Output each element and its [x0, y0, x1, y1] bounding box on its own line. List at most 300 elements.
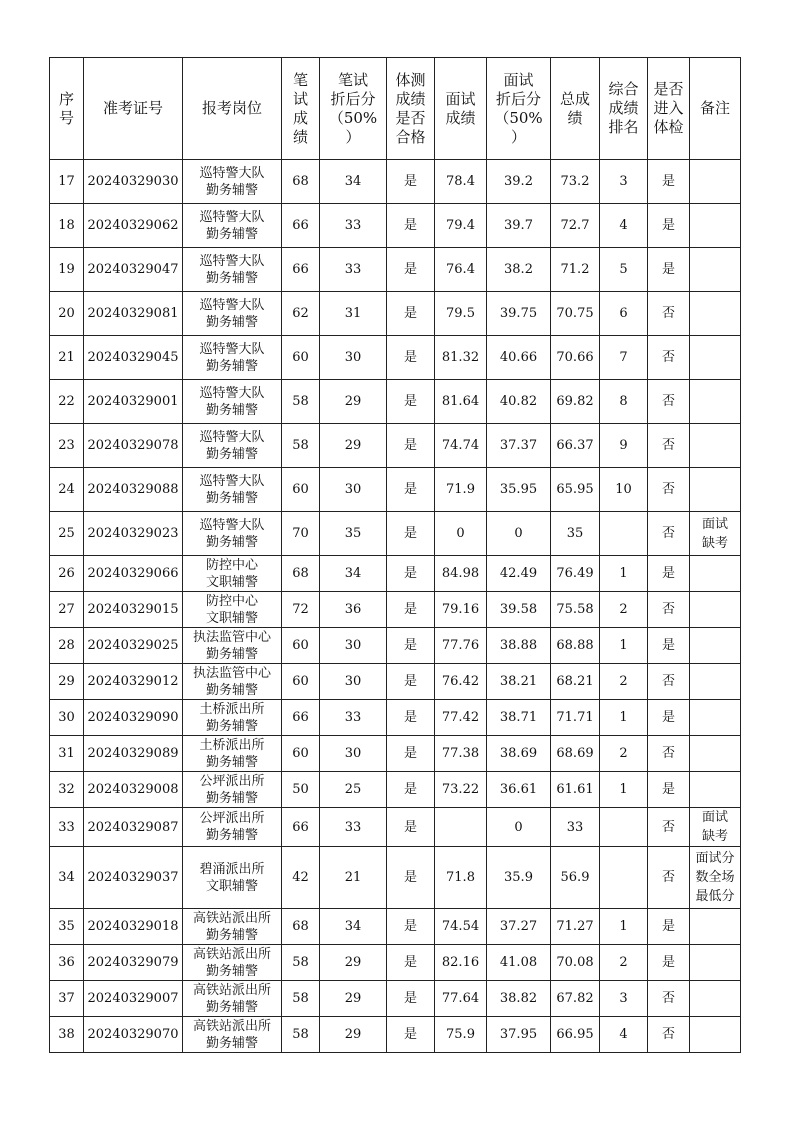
- cell-seq: 18: [50, 204, 84, 248]
- cell-exam-id: 20240329025: [84, 628, 183, 664]
- cell-physical-pass: 是: [387, 909, 435, 945]
- table-row: [50, 700, 741, 736]
- cell-physical-pass: 是: [387, 248, 435, 292]
- cell-medical: 否: [648, 512, 690, 556]
- cell-exam-id: 20240329015: [84, 592, 183, 628]
- header-interview-half: 面试 折后分 （50% ）: [487, 58, 551, 160]
- cell-interview-half: 35.9: [487, 847, 551, 909]
- cell-written-half: 33: [320, 700, 387, 736]
- table-row: [50, 160, 741, 204]
- cell-medical: 否: [648, 847, 690, 909]
- cell-rank: 4: [600, 204, 648, 248]
- cell-physical-pass: 是: [387, 512, 435, 556]
- cell-interview-half: 40.82: [487, 380, 551, 424]
- cell-written-score: 66: [282, 204, 320, 248]
- cell-exam-id: 20240329007: [84, 981, 183, 1017]
- cell-interview-half: 39.58: [487, 592, 551, 628]
- header-interview-score: 面试 成绩: [435, 58, 487, 160]
- cell-rank: 2: [600, 592, 648, 628]
- cell-position: 巡特警大队 勤务辅警: [183, 248, 282, 292]
- cell-medical: 是: [648, 909, 690, 945]
- cell-interview-score: 84.98: [435, 556, 487, 592]
- cell-medical: 是: [648, 160, 690, 204]
- cell-written-score: 42: [282, 847, 320, 909]
- cell-position: 执法监管中心 勤务辅警: [183, 664, 282, 700]
- cell-written-half: 30: [320, 336, 387, 380]
- cell-medical: 是: [648, 628, 690, 664]
- cell-physical-pass: 是: [387, 736, 435, 772]
- cell-interview-half: 39.7: [487, 204, 551, 248]
- cell-medical: 否: [648, 336, 690, 380]
- cell-physical-pass: 是: [387, 204, 435, 248]
- cell-written-half: 34: [320, 909, 387, 945]
- cell-interview-half: 42.49: [487, 556, 551, 592]
- header-row: [50, 58, 741, 160]
- cell-total: 66.95: [551, 1017, 600, 1053]
- table-row: [50, 512, 741, 556]
- cell-interview-half: 36.61: [487, 772, 551, 808]
- table-row: [50, 945, 741, 981]
- cell-position: 巡特警大队 勤务辅警: [183, 204, 282, 248]
- cell-position: 防控中心 文职辅警: [183, 592, 282, 628]
- cell-physical-pass: 是: [387, 468, 435, 512]
- cell-total: 33: [551, 808, 600, 847]
- table-row: [50, 772, 741, 808]
- cell-remark: 面试 缺考: [690, 808, 741, 847]
- cell-exam-id: 20240329089: [84, 736, 183, 772]
- cell-interview-score: 77.76: [435, 628, 487, 664]
- cell-total: 76.49: [551, 556, 600, 592]
- cell-written-half: 21: [320, 847, 387, 909]
- cell-written-half: 30: [320, 468, 387, 512]
- cell-interview-score: 79.16: [435, 592, 487, 628]
- cell-seq: 30: [50, 700, 84, 736]
- cell-remark: [690, 336, 741, 380]
- cell-total: 71.71: [551, 700, 600, 736]
- cell-interview-score: 0: [435, 512, 487, 556]
- cell-remark: [690, 1017, 741, 1053]
- cell-seq: 28: [50, 628, 84, 664]
- cell-written-half: 34: [320, 160, 387, 204]
- score-table: [49, 57, 741, 1053]
- cell-position: 高铁站派出所 勤务辅警: [183, 945, 282, 981]
- cell-medical: 是: [648, 945, 690, 981]
- table-row: [50, 664, 741, 700]
- cell-written-half: 29: [320, 424, 387, 468]
- cell-medical: 是: [648, 772, 690, 808]
- header-position: 报考岗位: [183, 58, 282, 160]
- cell-physical-pass: 是: [387, 700, 435, 736]
- cell-exam-id: 20240329018: [84, 909, 183, 945]
- cell-interview-score: 77.64: [435, 981, 487, 1017]
- cell-physical-pass: 是: [387, 336, 435, 380]
- cell-total: 56.9: [551, 847, 600, 909]
- cell-position: 土桥派出所 勤务辅警: [183, 736, 282, 772]
- cell-remark: [690, 700, 741, 736]
- cell-position: 巡特警大队 勤务辅警: [183, 160, 282, 204]
- cell-written-half: 25: [320, 772, 387, 808]
- cell-remark: 面试分 数全场 最低分: [690, 847, 741, 909]
- cell-remark: [690, 592, 741, 628]
- cell-interview-score: 76.4: [435, 248, 487, 292]
- cell-rank: [600, 808, 648, 847]
- cell-written-half: 36: [320, 592, 387, 628]
- cell-remark: [690, 424, 741, 468]
- cell-medical: 否: [648, 592, 690, 628]
- cell-remark: [690, 380, 741, 424]
- cell-position: 巡特警大队 勤务辅警: [183, 380, 282, 424]
- cell-seq: 38: [50, 1017, 84, 1053]
- cell-written-score: 66: [282, 700, 320, 736]
- cell-written-score: 58: [282, 981, 320, 1017]
- cell-physical-pass: 是: [387, 380, 435, 424]
- cell-physical-pass: 是: [387, 424, 435, 468]
- cell-interview-score: 79.5: [435, 292, 487, 336]
- cell-seq: 26: [50, 556, 84, 592]
- table-row: [50, 336, 741, 380]
- cell-rank: 3: [600, 160, 648, 204]
- cell-total: 69.82: [551, 380, 600, 424]
- cell-interview-half: 38.71: [487, 700, 551, 736]
- cell-written-half: 30: [320, 736, 387, 772]
- cell-seq: 20: [50, 292, 84, 336]
- header-physical-pass: 体测 成绩 是否 合格: [387, 58, 435, 160]
- cell-written-score: 60: [282, 664, 320, 700]
- cell-position: 高铁站派出所 勤务辅警: [183, 1017, 282, 1053]
- cell-rank: 6: [600, 292, 648, 336]
- cell-interview-half: 41.08: [487, 945, 551, 981]
- table-row: [50, 380, 741, 424]
- cell-rank: 7: [600, 336, 648, 380]
- cell-rank: 4: [600, 1017, 648, 1053]
- cell-seq: 22: [50, 380, 84, 424]
- cell-seq: 35: [50, 909, 84, 945]
- table-row: [50, 909, 741, 945]
- cell-total: 68.88: [551, 628, 600, 664]
- cell-exam-id: 20240329037: [84, 847, 183, 909]
- cell-written-score: 66: [282, 808, 320, 847]
- cell-position: 高铁站派出所 勤务辅警: [183, 909, 282, 945]
- cell-interview-score: 71.9: [435, 468, 487, 512]
- cell-position: 高铁站派出所 勤务辅警: [183, 981, 282, 1017]
- cell-written-score: 58: [282, 1017, 320, 1053]
- cell-exam-id: 20240329078: [84, 424, 183, 468]
- cell-medical: 否: [648, 664, 690, 700]
- cell-interview-score: 77.38: [435, 736, 487, 772]
- cell-written-score: 62: [282, 292, 320, 336]
- cell-seq: 24: [50, 468, 84, 512]
- cell-rank: 5: [600, 248, 648, 292]
- cell-medical: 否: [648, 380, 690, 424]
- cell-written-half: 33: [320, 248, 387, 292]
- cell-remark: [690, 628, 741, 664]
- cell-remark: [690, 248, 741, 292]
- cell-exam-id: 20240329047: [84, 248, 183, 292]
- table-row: [50, 808, 741, 847]
- cell-interview-half: 38.21: [487, 664, 551, 700]
- cell-position: 巡特警大队 勤务辅警: [183, 292, 282, 336]
- table-row: [50, 292, 741, 336]
- table-row: [50, 981, 741, 1017]
- cell-written-score: 58: [282, 945, 320, 981]
- cell-exam-id: 20240329070: [84, 1017, 183, 1053]
- cell-medical: 否: [648, 736, 690, 772]
- cell-interview-half: 39.2: [487, 160, 551, 204]
- cell-total: 70.66: [551, 336, 600, 380]
- cell-remark: [690, 160, 741, 204]
- cell-physical-pass: 是: [387, 160, 435, 204]
- cell-interview-score: 78.4: [435, 160, 487, 204]
- cell-rank: [600, 512, 648, 556]
- cell-total: 68.69: [551, 736, 600, 772]
- table-row: [50, 736, 741, 772]
- cell-position: 执法监管中心 勤务辅警: [183, 628, 282, 664]
- cell-rank: 1: [600, 909, 648, 945]
- cell-exam-id: 20240329088: [84, 468, 183, 512]
- cell-interview-half: 35.95: [487, 468, 551, 512]
- header-remark: 备注: [690, 58, 741, 160]
- cell-seq: 34: [50, 847, 84, 909]
- cell-written-half: 29: [320, 945, 387, 981]
- cell-written-score: 68: [282, 556, 320, 592]
- cell-total: 75.58: [551, 592, 600, 628]
- cell-remark: [690, 204, 741, 248]
- cell-written-half: 29: [320, 1017, 387, 1053]
- cell-exam-id: 20240329001: [84, 380, 183, 424]
- cell-position: 防控中心 文职辅警: [183, 556, 282, 592]
- cell-written-score: 68: [282, 160, 320, 204]
- cell-physical-pass: 是: [387, 847, 435, 909]
- cell-medical: 是: [648, 248, 690, 292]
- cell-written-half: 31: [320, 292, 387, 336]
- cell-rank: 1: [600, 628, 648, 664]
- cell-written-score: 60: [282, 336, 320, 380]
- cell-total: 71.27: [551, 909, 600, 945]
- cell-seq: 29: [50, 664, 84, 700]
- cell-position: 土桥派出所 勤务辅警: [183, 700, 282, 736]
- cell-total: 70.08: [551, 945, 600, 981]
- cell-position: 巡特警大队 勤务辅警: [183, 512, 282, 556]
- cell-remark: [690, 909, 741, 945]
- header-seq: 序 号: [50, 58, 84, 160]
- cell-exam-id: 20240329087: [84, 808, 183, 847]
- cell-written-score: 60: [282, 736, 320, 772]
- cell-written-score: 70: [282, 512, 320, 556]
- cell-exam-id: 20240329008: [84, 772, 183, 808]
- cell-written-half: 34: [320, 556, 387, 592]
- cell-physical-pass: 是: [387, 628, 435, 664]
- cell-seq: 36: [50, 945, 84, 981]
- cell-interview-score: 76.42: [435, 664, 487, 700]
- cell-exam-id: 20240329023: [84, 512, 183, 556]
- cell-written-score: 60: [282, 628, 320, 664]
- cell-interview-half: 38.82: [487, 981, 551, 1017]
- cell-total: 66.37: [551, 424, 600, 468]
- cell-position: 巡特警大队 勤务辅警: [183, 424, 282, 468]
- cell-physical-pass: 是: [387, 664, 435, 700]
- cell-exam-id: 20240329012: [84, 664, 183, 700]
- cell-rank: 8: [600, 380, 648, 424]
- cell-written-half: 29: [320, 981, 387, 1017]
- cell-interview-half: 37.37: [487, 424, 551, 468]
- cell-written-half: 35: [320, 512, 387, 556]
- cell-rank: 1: [600, 700, 648, 736]
- header-rank: 综合 成绩 排名: [600, 58, 648, 160]
- cell-medical: 否: [648, 468, 690, 512]
- cell-total: 35: [551, 512, 600, 556]
- cell-written-score: 58: [282, 424, 320, 468]
- cell-physical-pass: 是: [387, 592, 435, 628]
- cell-physical-pass: 是: [387, 1017, 435, 1053]
- cell-medical: 否: [648, 808, 690, 847]
- cell-rank: 9: [600, 424, 648, 468]
- cell-medical: 否: [648, 981, 690, 1017]
- cell-exam-id: 20240329062: [84, 204, 183, 248]
- cell-total: 72.7: [551, 204, 600, 248]
- table-row: [50, 556, 741, 592]
- cell-interview-score: 79.4: [435, 204, 487, 248]
- table-row: [50, 1017, 741, 1053]
- cell-rank: 3: [600, 981, 648, 1017]
- cell-interview-score: 75.9: [435, 1017, 487, 1053]
- cell-interview-score: 74.74: [435, 424, 487, 468]
- cell-remark: [690, 945, 741, 981]
- cell-interview-score: 77.42: [435, 700, 487, 736]
- header-total: 总成 绩: [551, 58, 600, 160]
- table-row: [50, 248, 741, 292]
- cell-seq: 19: [50, 248, 84, 292]
- cell-interview-half: 37.95: [487, 1017, 551, 1053]
- cell-remark: 面试 缺考: [690, 512, 741, 556]
- cell-total: 67.82: [551, 981, 600, 1017]
- cell-rank: 2: [600, 945, 648, 981]
- table-row: [50, 847, 741, 909]
- table-row: [50, 204, 741, 248]
- cell-written-score: 58: [282, 380, 320, 424]
- cell-remark: [690, 556, 741, 592]
- cell-physical-pass: 是: [387, 292, 435, 336]
- cell-position: 碧涌派出所 文职辅警: [183, 847, 282, 909]
- cell-total: 61.61: [551, 772, 600, 808]
- cell-medical: 否: [648, 292, 690, 336]
- table-row: [50, 424, 741, 468]
- cell-interview-score: 82.16: [435, 945, 487, 981]
- cell-written-half: 30: [320, 628, 387, 664]
- cell-total: 70.75: [551, 292, 600, 336]
- cell-medical: 是: [648, 556, 690, 592]
- cell-interview-half: 0: [487, 512, 551, 556]
- cell-seq: 21: [50, 336, 84, 380]
- cell-position: 巡特警大队 勤务辅警: [183, 468, 282, 512]
- cell-interview-half: 38.88: [487, 628, 551, 664]
- cell-written-half: 30: [320, 664, 387, 700]
- cell-seq: 33: [50, 808, 84, 847]
- cell-remark: [690, 664, 741, 700]
- cell-position: 巡特警大队 勤务辅警: [183, 336, 282, 380]
- cell-written-score: 72: [282, 592, 320, 628]
- cell-interview-score: 73.22: [435, 772, 487, 808]
- cell-exam-id: 20240329066: [84, 556, 183, 592]
- cell-written-half: 33: [320, 808, 387, 847]
- cell-interview-score: [435, 808, 487, 847]
- cell-written-score: 66: [282, 248, 320, 292]
- cell-interview-half: 38.69: [487, 736, 551, 772]
- table-row: [50, 628, 741, 664]
- cell-position: 公坪派出所 勤务辅警: [183, 772, 282, 808]
- cell-total: 65.95: [551, 468, 600, 512]
- cell-rank: 1: [600, 556, 648, 592]
- cell-exam-id: 20240329081: [84, 292, 183, 336]
- cell-seq: 17: [50, 160, 84, 204]
- cell-written-score: 50: [282, 772, 320, 808]
- cell-rank: 10: [600, 468, 648, 512]
- cell-medical: 是: [648, 204, 690, 248]
- cell-physical-pass: 是: [387, 945, 435, 981]
- cell-total: 68.21: [551, 664, 600, 700]
- header-medical: 是否 进入 体检: [648, 58, 690, 160]
- cell-exam-id: 20240329030: [84, 160, 183, 204]
- cell-exam-id: 20240329045: [84, 336, 183, 380]
- cell-seq: 32: [50, 772, 84, 808]
- cell-written-score: 60: [282, 468, 320, 512]
- table-row: [50, 468, 741, 512]
- header-written-score: 笔 试 成 绩: [282, 58, 320, 160]
- cell-medical: 否: [648, 1017, 690, 1053]
- cell-total: 73.2: [551, 160, 600, 204]
- cell-physical-pass: 是: [387, 808, 435, 847]
- cell-interview-half: 39.75: [487, 292, 551, 336]
- cell-exam-id: 20240329079: [84, 945, 183, 981]
- cell-physical-pass: 是: [387, 981, 435, 1017]
- cell-interview-score: 81.32: [435, 336, 487, 380]
- cell-remark: [690, 468, 741, 512]
- cell-remark: [690, 736, 741, 772]
- cell-position: 公坪派出所 勤务辅警: [183, 808, 282, 847]
- cell-remark: [690, 772, 741, 808]
- cell-interview-score: 81.64: [435, 380, 487, 424]
- cell-rank: 2: [600, 664, 648, 700]
- cell-remark: [690, 292, 741, 336]
- cell-interview-half: 38.2: [487, 248, 551, 292]
- cell-written-score: 68: [282, 909, 320, 945]
- cell-interview-half: 37.27: [487, 909, 551, 945]
- header-written-half: 笔试 折后分 （50% ）: [320, 58, 387, 160]
- cell-seq: 23: [50, 424, 84, 468]
- table-row: [50, 592, 741, 628]
- cell-interview-score: 71.8: [435, 847, 487, 909]
- cell-remark: [690, 981, 741, 1017]
- cell-written-half: 33: [320, 204, 387, 248]
- cell-seq: 31: [50, 736, 84, 772]
- cell-interview-half: 0: [487, 808, 551, 847]
- cell-physical-pass: 是: [387, 556, 435, 592]
- cell-interview-half: 40.66: [487, 336, 551, 380]
- cell-seq: 37: [50, 981, 84, 1017]
- cell-rank: [600, 847, 648, 909]
- cell-rank: 2: [600, 736, 648, 772]
- header-exam-id: 准考证号: [84, 58, 183, 160]
- cell-seq: 27: [50, 592, 84, 628]
- cell-total: 71.2: [551, 248, 600, 292]
- cell-written-half: 29: [320, 380, 387, 424]
- cell-medical: 否: [648, 424, 690, 468]
- cell-physical-pass: 是: [387, 772, 435, 808]
- cell-medical: 是: [648, 700, 690, 736]
- cell-rank: 1: [600, 772, 648, 808]
- cell-exam-id: 20240329090: [84, 700, 183, 736]
- cell-seq: 25: [50, 512, 84, 556]
- cell-interview-score: 74.54: [435, 909, 487, 945]
